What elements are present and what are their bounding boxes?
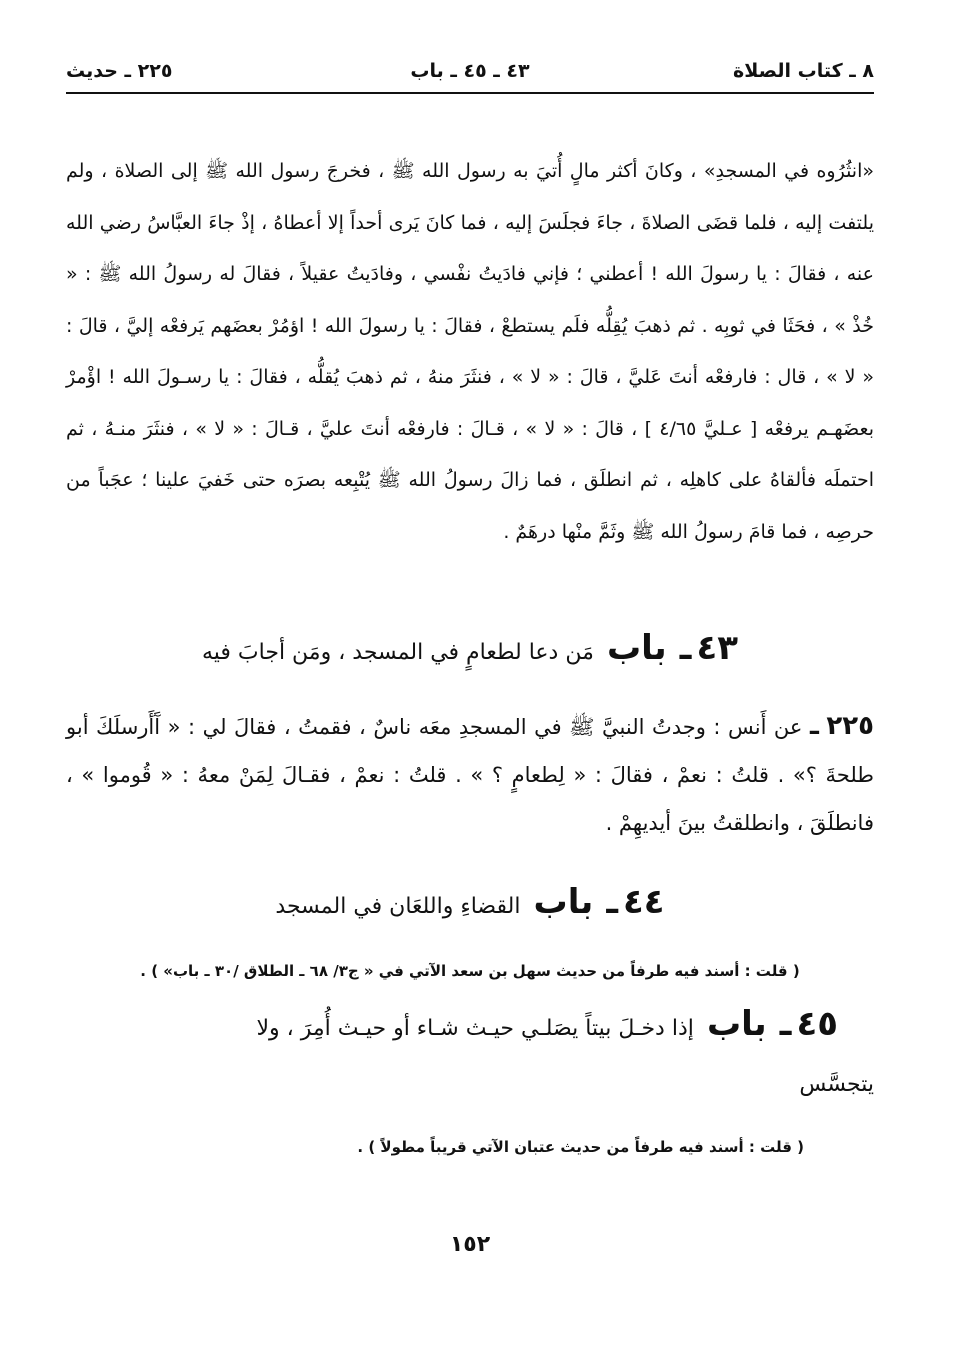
editor-note-45: ( قلت : أسند فيه طرفاً من حديث عتبان الآتي قريباً مطولاً ) . bbox=[357, 1138, 804, 1156]
chapter-heading-45-continued bbox=[66, 1072, 874, 1097]
chapter-number: ٤٣ bbox=[696, 628, 738, 668]
hadith-text: عن أَنس : وجدتُ النبيَّ ﷺ في المسجدِ معَه ناسٌ ، فقمتُ ، فقالَ لي : « آَأَرسلَكَ أبو طلحةَ ؟» . قلتُ : نعمْ ، فقالَ : « لِطعامٍ ؟ » . قلتُ : نعمْ ، فقـالَ لِمَنْ معهُ : « قُوموا » ، فانطلَقَ ، وانطلقتُ بينَ أيديهِمْ . bbox=[66, 715, 874, 835]
header-rule bbox=[66, 92, 874, 94]
hadith-number: ٢٢٥ bbox=[826, 711, 874, 741]
chapter-title: القضاءِ واللعَان في المسجد bbox=[275, 894, 521, 919]
chapter-title: إذا دخـلَ بيتاً يصَلـي حيـث شـاء أو حيـث أُمِرَ ، ولا bbox=[256, 1016, 694, 1041]
header-chapter-range: ٤٣ ـ ٤٥ ـ باب bbox=[410, 60, 530, 82]
page-number: ١٥٢ bbox=[449, 1232, 491, 1257]
chapter-heading-44: ٤٤ ـ باب القضاءِ واللعَان في المسجد bbox=[275, 882, 665, 922]
chapter-word: باب bbox=[533, 882, 594, 922]
chapter-heading-45: ٤٥ ـ باب إذا دخـلَ بيتاً يصَلـي حيـث شـاء أو حيـث أُمِرَ ، ولا bbox=[256, 1004, 838, 1044]
chapter-number: ٤٤ bbox=[623, 882, 665, 922]
running-header bbox=[66, 56, 874, 92]
continuation-paragraph: «انثُرُوه في المسجدِ» ، وكانَ أكثر مالٍ أُتيَ به رسول الله ﷺ ، فخرجَ رسول الله ﷺ إلى الصلاة ، ولم يلتفت إليه ، فلما قضَى الصلاةَ ، جاءَ فجلَسَ إليه ، فما كانَ يَرى أحداً إلا أعطاهُ ، إذْ جاءَ العبَّاسُ رضي الله عنه ، فقالَ : يا رسولَ الله ! أعطني ؛ فإني فادَيتُ نفْسي ، وفادَيتُ عقيلاً ، فقالَ له رسولُ الله ﷺ : « خُذْ » ، فحَثَا في ثوبِه . ثم ذهبَ يُقِلُّه فلَم يستطعْ ، فقالَ : يا رسولَ الله ! اؤمُرْ بعضَهم يَرفعْه إليَّ ، قالَ : « لا » ، قال : فارفعْه أنتَ عَليَّ ، قالَ : « لا » ، فنثَرَ منهُ ، ثم ذهبَ يُقلُّه ، فقالَ : يا رسـولَ الله ! اؤْمرْ بعضَهـم يرفعْه [ عـليَّ ٤/٦٥ ] ، قالَ : « لا » ، قـالَ : فارفعْه أنتَ عليَّ ، قـالَ : « لا » ، فنثَرَ منـهُ ، ثم احتملَه فألقاهُ على كاهلِه ، ثم انطلَق ، فما زالَ رسولُ الله ﷺ يُتْبِعه بصرَه حتى خَفيَ علينا ؛ عجَباً من حرصِه ، فما قامَ رسولُ الله ﷺ وثَمَّ منْها درهَمٌ . bbox=[66, 160, 874, 543]
chapter-word: باب bbox=[706, 1004, 767, 1044]
chapter-heading-43: ٤٣ ـ باب مَن دعا لطعامٍ في المسجد ، ومَن أجابَ فيه bbox=[201, 628, 738, 668]
continuation-text-block bbox=[66, 146, 874, 558]
chapter-title-continued: يتجسَّس bbox=[799, 1072, 874, 1097]
book-page bbox=[66, 56, 874, 1296]
hadith-225: ٢٢٥ ـ عن أَنس : وجدتُ النبيَّ ﷺ في المسجدِ معَه ناسٌ ، فقمتُ ، فقالَ لي : « آَأَرسلَكَ أبو طلحةَ ؟» . قلتُ : نعمْ ، فقالَ : « لِطعامٍ ؟ » . قلتُ : نعمْ ، فقـالَ لِمَنْ معهُ : « قُوموا » ، فانطلَقَ ، وانطلقتُ بينَ أيديهِمْ . bbox=[66, 711, 874, 835]
chapter-number: ٤٥ bbox=[796, 1004, 838, 1044]
chapter-title: مَن دعا لطعامٍ في المسجد ، ومَن أجابَ فيه bbox=[201, 640, 594, 665]
editor-note-44: ( قلت : أسند فيه طرفاً من حديث سهل بن سعد الآتي في « ج٣/ ٦٨ ـ الطلاق /٣٠ ـ باب» ) . bbox=[140, 962, 800, 980]
chapter-word: باب bbox=[606, 628, 667, 668]
header-hadith-number: ٢٢٥ ـ حديث bbox=[66, 60, 173, 82]
header-book-title: ٨ ـ كتاب الصلاة bbox=[733, 60, 874, 82]
